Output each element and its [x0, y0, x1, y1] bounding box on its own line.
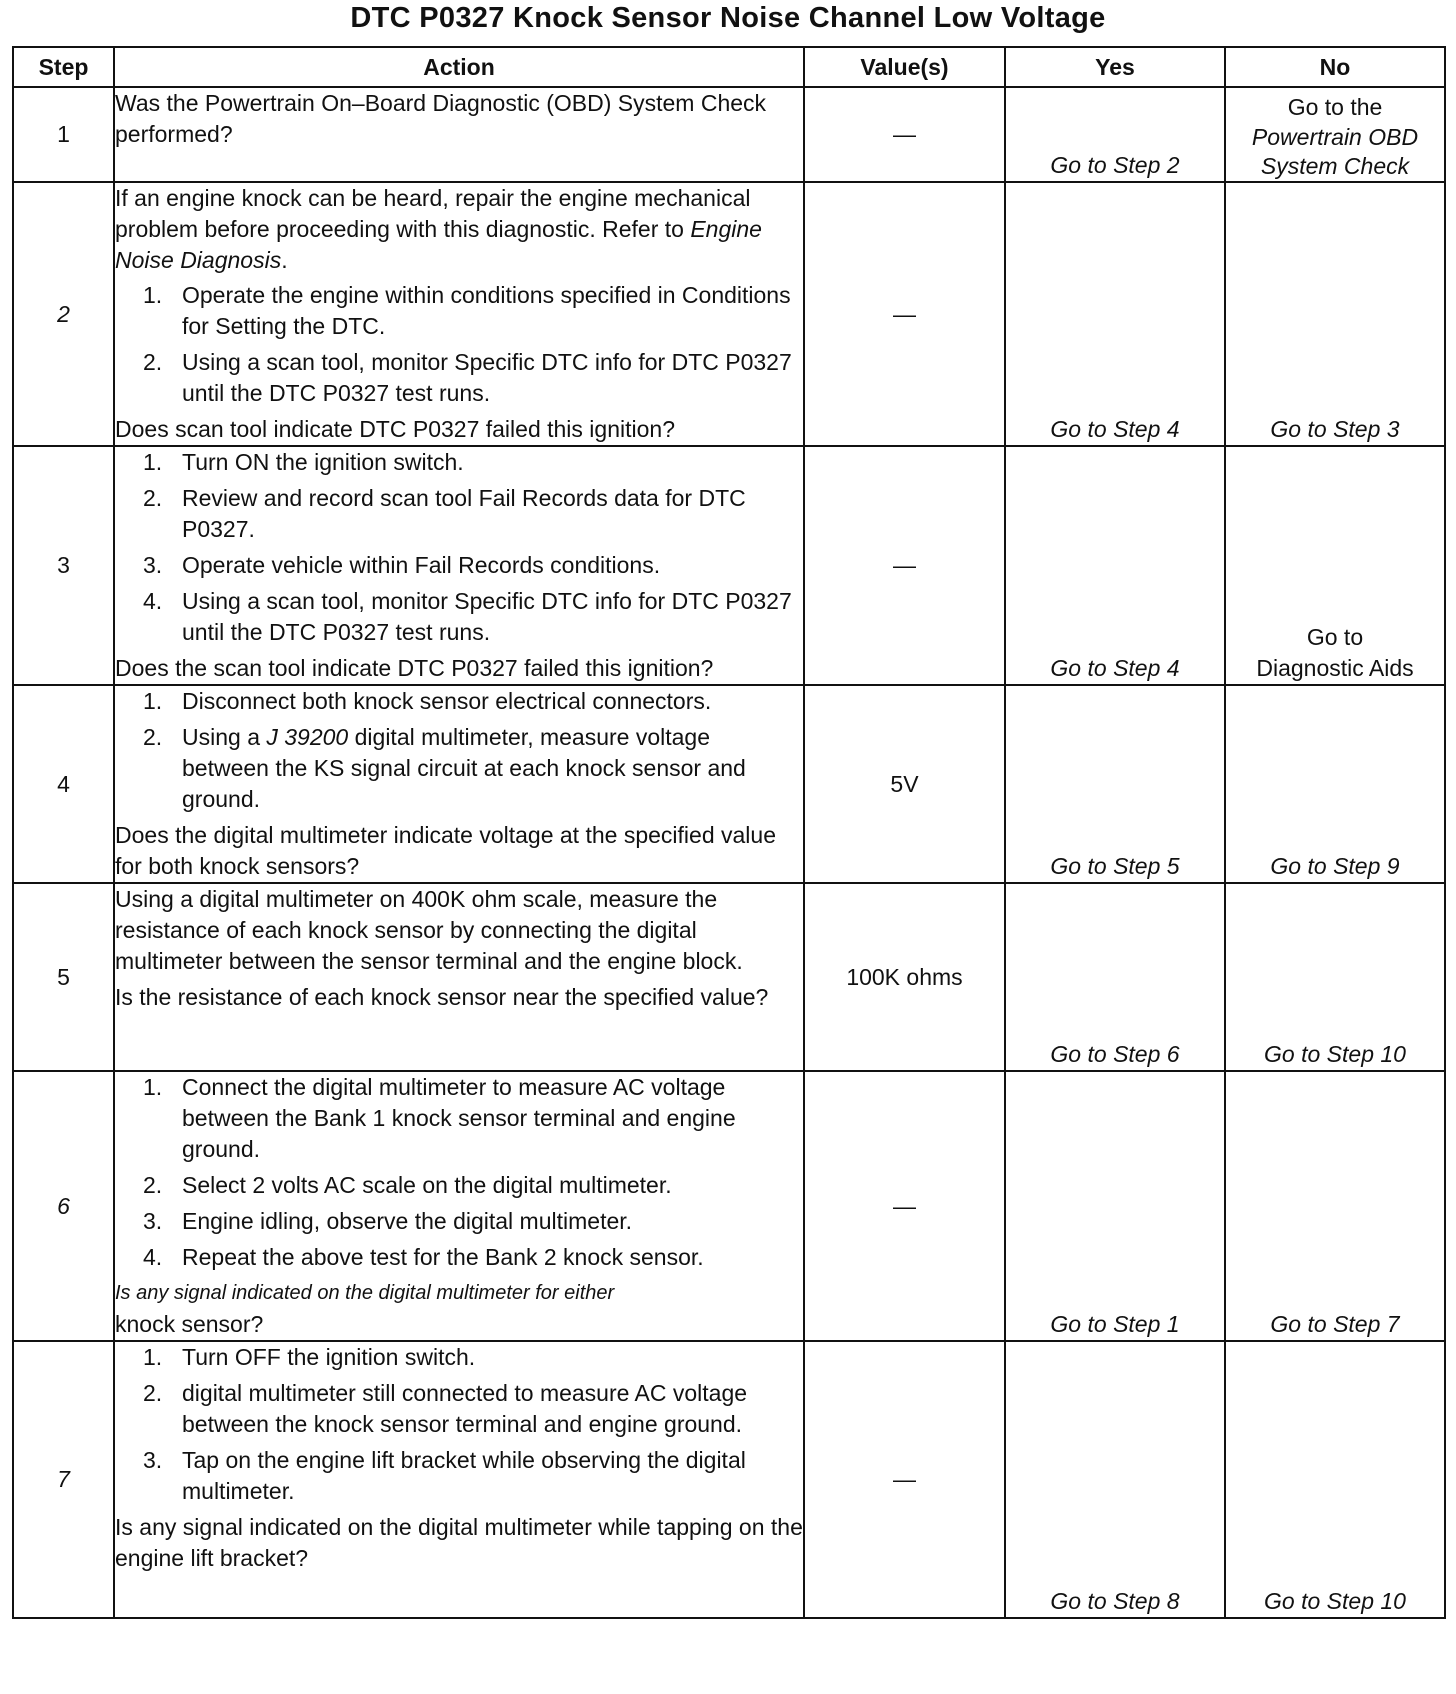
list-item	[115, 447, 803, 478]
value-cell: 5V	[804, 685, 1005, 883]
no-text-line: Diagnostic Aids	[1256, 655, 1414, 681]
item-text: Disconnect both knock sensor electrical connectors.	[182, 688, 712, 714]
action-cell	[114, 1341, 804, 1618]
no-cell: Go to Step 7	[1225, 1071, 1445, 1341]
header-action: Action	[114, 47, 804, 87]
value-cell: 100K ohms	[804, 883, 1005, 1071]
action-text	[115, 183, 803, 276]
question-text: Does scan tool indicate DTC P0327 failed this ignition?	[115, 416, 675, 442]
reference-link[interactable]: Engine Noise Diagnosis	[115, 216, 762, 273]
list-item	[115, 483, 803, 545]
list-item	[115, 1242, 803, 1273]
table-row	[13, 685, 1445, 883]
yes-cell: Go to Step 5	[1005, 685, 1225, 883]
step-number: 2	[13, 182, 114, 446]
list-item	[115, 280, 803, 342]
diagnostic-table	[12, 46, 1446, 1619]
list-item	[115, 347, 803, 409]
tool-name: J 39200	[266, 724, 349, 750]
yes-cell: Go to Step 6	[1005, 883, 1225, 1071]
procedure-list	[115, 686, 803, 815]
no-cell	[1225, 446, 1445, 685]
no-link-text: Powertrain OBD System Check	[1251, 124, 1419, 179]
item-text-post: digital multimeter, measure voltage between the KS signal circuit at each knock sensor and ground.	[182, 724, 746, 812]
item-text: Turn OFF the ignition switch.	[182, 1344, 476, 1370]
step-number: 3	[13, 446, 114, 685]
no-cell: Go to Step 9	[1225, 685, 1445, 883]
value-cell: —	[804, 87, 1005, 182]
item-text: Using a scan tool, monitor Specific DTC info for DTC P0327 until the DTC P0327 test runs.	[182, 588, 792, 645]
item-number: 1.	[143, 1074, 163, 1100]
no-cell: Go to Step 10	[1225, 883, 1445, 1071]
item-text: Review and record scan tool Fail Records data for DTC P0327.	[182, 485, 746, 542]
no-cell: Go to Step 3	[1225, 182, 1445, 446]
list-item	[115, 686, 803, 717]
item-number: 1.	[143, 688, 163, 714]
list-item	[115, 586, 803, 648]
item-number: 3.	[143, 1208, 163, 1234]
action-intro: If an engine knock can be heard, repair the engine mechanical problem before proceeding with this diagnostic. Refer to	[115, 185, 751, 242]
list-item	[115, 1378, 803, 1440]
value-cell: —	[804, 1071, 1005, 1341]
no-cell	[1225, 87, 1445, 182]
yes-cell: Go to Step 4	[1005, 182, 1225, 446]
question-text: Does the scan tool indicate DTC P0327 failed this ignition?	[115, 655, 714, 681]
header-no: No	[1225, 47, 1445, 87]
table-row	[13, 87, 1445, 182]
value-cell: —	[804, 1341, 1005, 1618]
header-step: Step	[13, 47, 114, 87]
list-item	[115, 1445, 803, 1507]
item-number: 2.	[143, 485, 163, 511]
item-text: Operate vehicle within Fail Records conditions.	[182, 552, 661, 578]
item-number: 2.	[143, 349, 163, 375]
item-number: 1.	[143, 449, 163, 475]
item-text: Tap on the engine lift bracket while observing the digital multimeter.	[182, 1447, 746, 1504]
action-cell	[114, 883, 804, 1071]
question-text: Is any signal indicated on the digital multimeter for either	[115, 1282, 615, 1304]
question-text: knock sensor?	[115, 1311, 264, 1337]
item-text-pre: Using a	[182, 724, 260, 750]
action-text: Using a digital multimeter on 400K ohm scale, measure the resistance of each knock sensor by connecting the digital multimeter between the sensor terminal and the engine block.	[115, 886, 743, 974]
item-text: Select 2 volts AC scale on the digital multimeter.	[182, 1172, 672, 1198]
item-text: Using a scan tool, monitor Specific DTC info for DTC P0327 until the DTC P0327 test runs.	[182, 349, 792, 406]
action-cell	[114, 446, 804, 685]
step-number: 1	[13, 87, 114, 182]
item-text: Turn ON the ignition switch.	[182, 449, 464, 475]
no-cell: Go to Step 10	[1225, 1341, 1445, 1618]
yes-cell: Go to Step 8	[1005, 1341, 1225, 1618]
item-text: Repeat the above test for the Bank 2 knock sensor.	[182, 1244, 704, 1270]
item-number: 3.	[143, 552, 163, 578]
item-text: Operate the engine within conditions specified in Conditions for Setting the DTC.	[182, 282, 791, 339]
punctuation: .	[281, 247, 288, 273]
value-cell: —	[804, 182, 1005, 446]
question-text: Is any signal indicated on the digital multimeter while tapping on the engine lift bracket?	[115, 1514, 803, 1571]
action-cell	[114, 1071, 804, 1341]
table-header-row	[13, 47, 1445, 87]
action-cell	[114, 87, 804, 182]
item-number: 2.	[143, 1380, 163, 1406]
procedure-list	[115, 447, 803, 648]
item-text: Connect the digital multimeter to measure AC voltage between the Bank 1 knock sensor terminal and engine ground.	[182, 1074, 736, 1162]
step-number: 4	[13, 685, 114, 883]
yes-cell: Go to Step 4	[1005, 446, 1225, 685]
item-text: digital multimeter still connected to measure AC voltage between the knock sensor terminal and engine ground.	[182, 1380, 748, 1437]
step-number: 5	[13, 883, 114, 1071]
table-row	[13, 883, 1445, 1071]
list-item	[115, 722, 803, 815]
no-text-line: Go to	[1306, 624, 1364, 650]
item-number: 1.	[143, 282, 163, 308]
list-item	[115, 1072, 803, 1165]
no-text-line: Go to the	[1287, 94, 1383, 120]
table-row	[13, 1341, 1445, 1618]
item-number: 4.	[143, 588, 163, 614]
table-row	[13, 1071, 1445, 1341]
procedure-list	[115, 280, 803, 409]
item-number: 4.	[143, 1244, 163, 1270]
yes-cell: Go to Step 1	[1005, 1071, 1225, 1341]
question-text: Is the resistance of each knock sensor near the specified value?	[115, 984, 769, 1010]
header-yes: Yes	[1005, 47, 1225, 87]
item-text: Engine idling, observe the digital multimeter.	[182, 1208, 633, 1234]
header-values: Value(s)	[804, 47, 1005, 87]
table-row	[13, 182, 1445, 446]
procedure-list	[115, 1342, 803, 1507]
item-number: 2.	[143, 724, 163, 750]
action-cell	[114, 685, 804, 883]
list-item	[115, 1342, 803, 1373]
step-number: 6	[13, 1071, 114, 1341]
page-title: DTC P0327 Knock Sensor Noise Channel Low Voltage	[350, 2, 1106, 34]
action-text: Was the Powertrain On–Board Diagnostic (OBD) System Check performed?	[115, 90, 767, 147]
list-item	[115, 1206, 803, 1237]
question-text: Does the digital multimeter indicate voltage at the specified value for both knock sensors?	[115, 822, 776, 879]
yes-cell: Go to Step 2	[1005, 87, 1225, 182]
item-number: 1.	[143, 1344, 163, 1370]
list-item	[115, 1170, 803, 1201]
procedure-list	[115, 1072, 803, 1273]
table-row	[13, 446, 1445, 685]
value-cell: —	[804, 446, 1005, 685]
step-number: 7	[13, 1341, 114, 1618]
item-number: 3.	[143, 1447, 163, 1473]
list-item	[115, 550, 803, 581]
action-cell	[114, 182, 804, 446]
item-number: 2.	[143, 1172, 163, 1198]
